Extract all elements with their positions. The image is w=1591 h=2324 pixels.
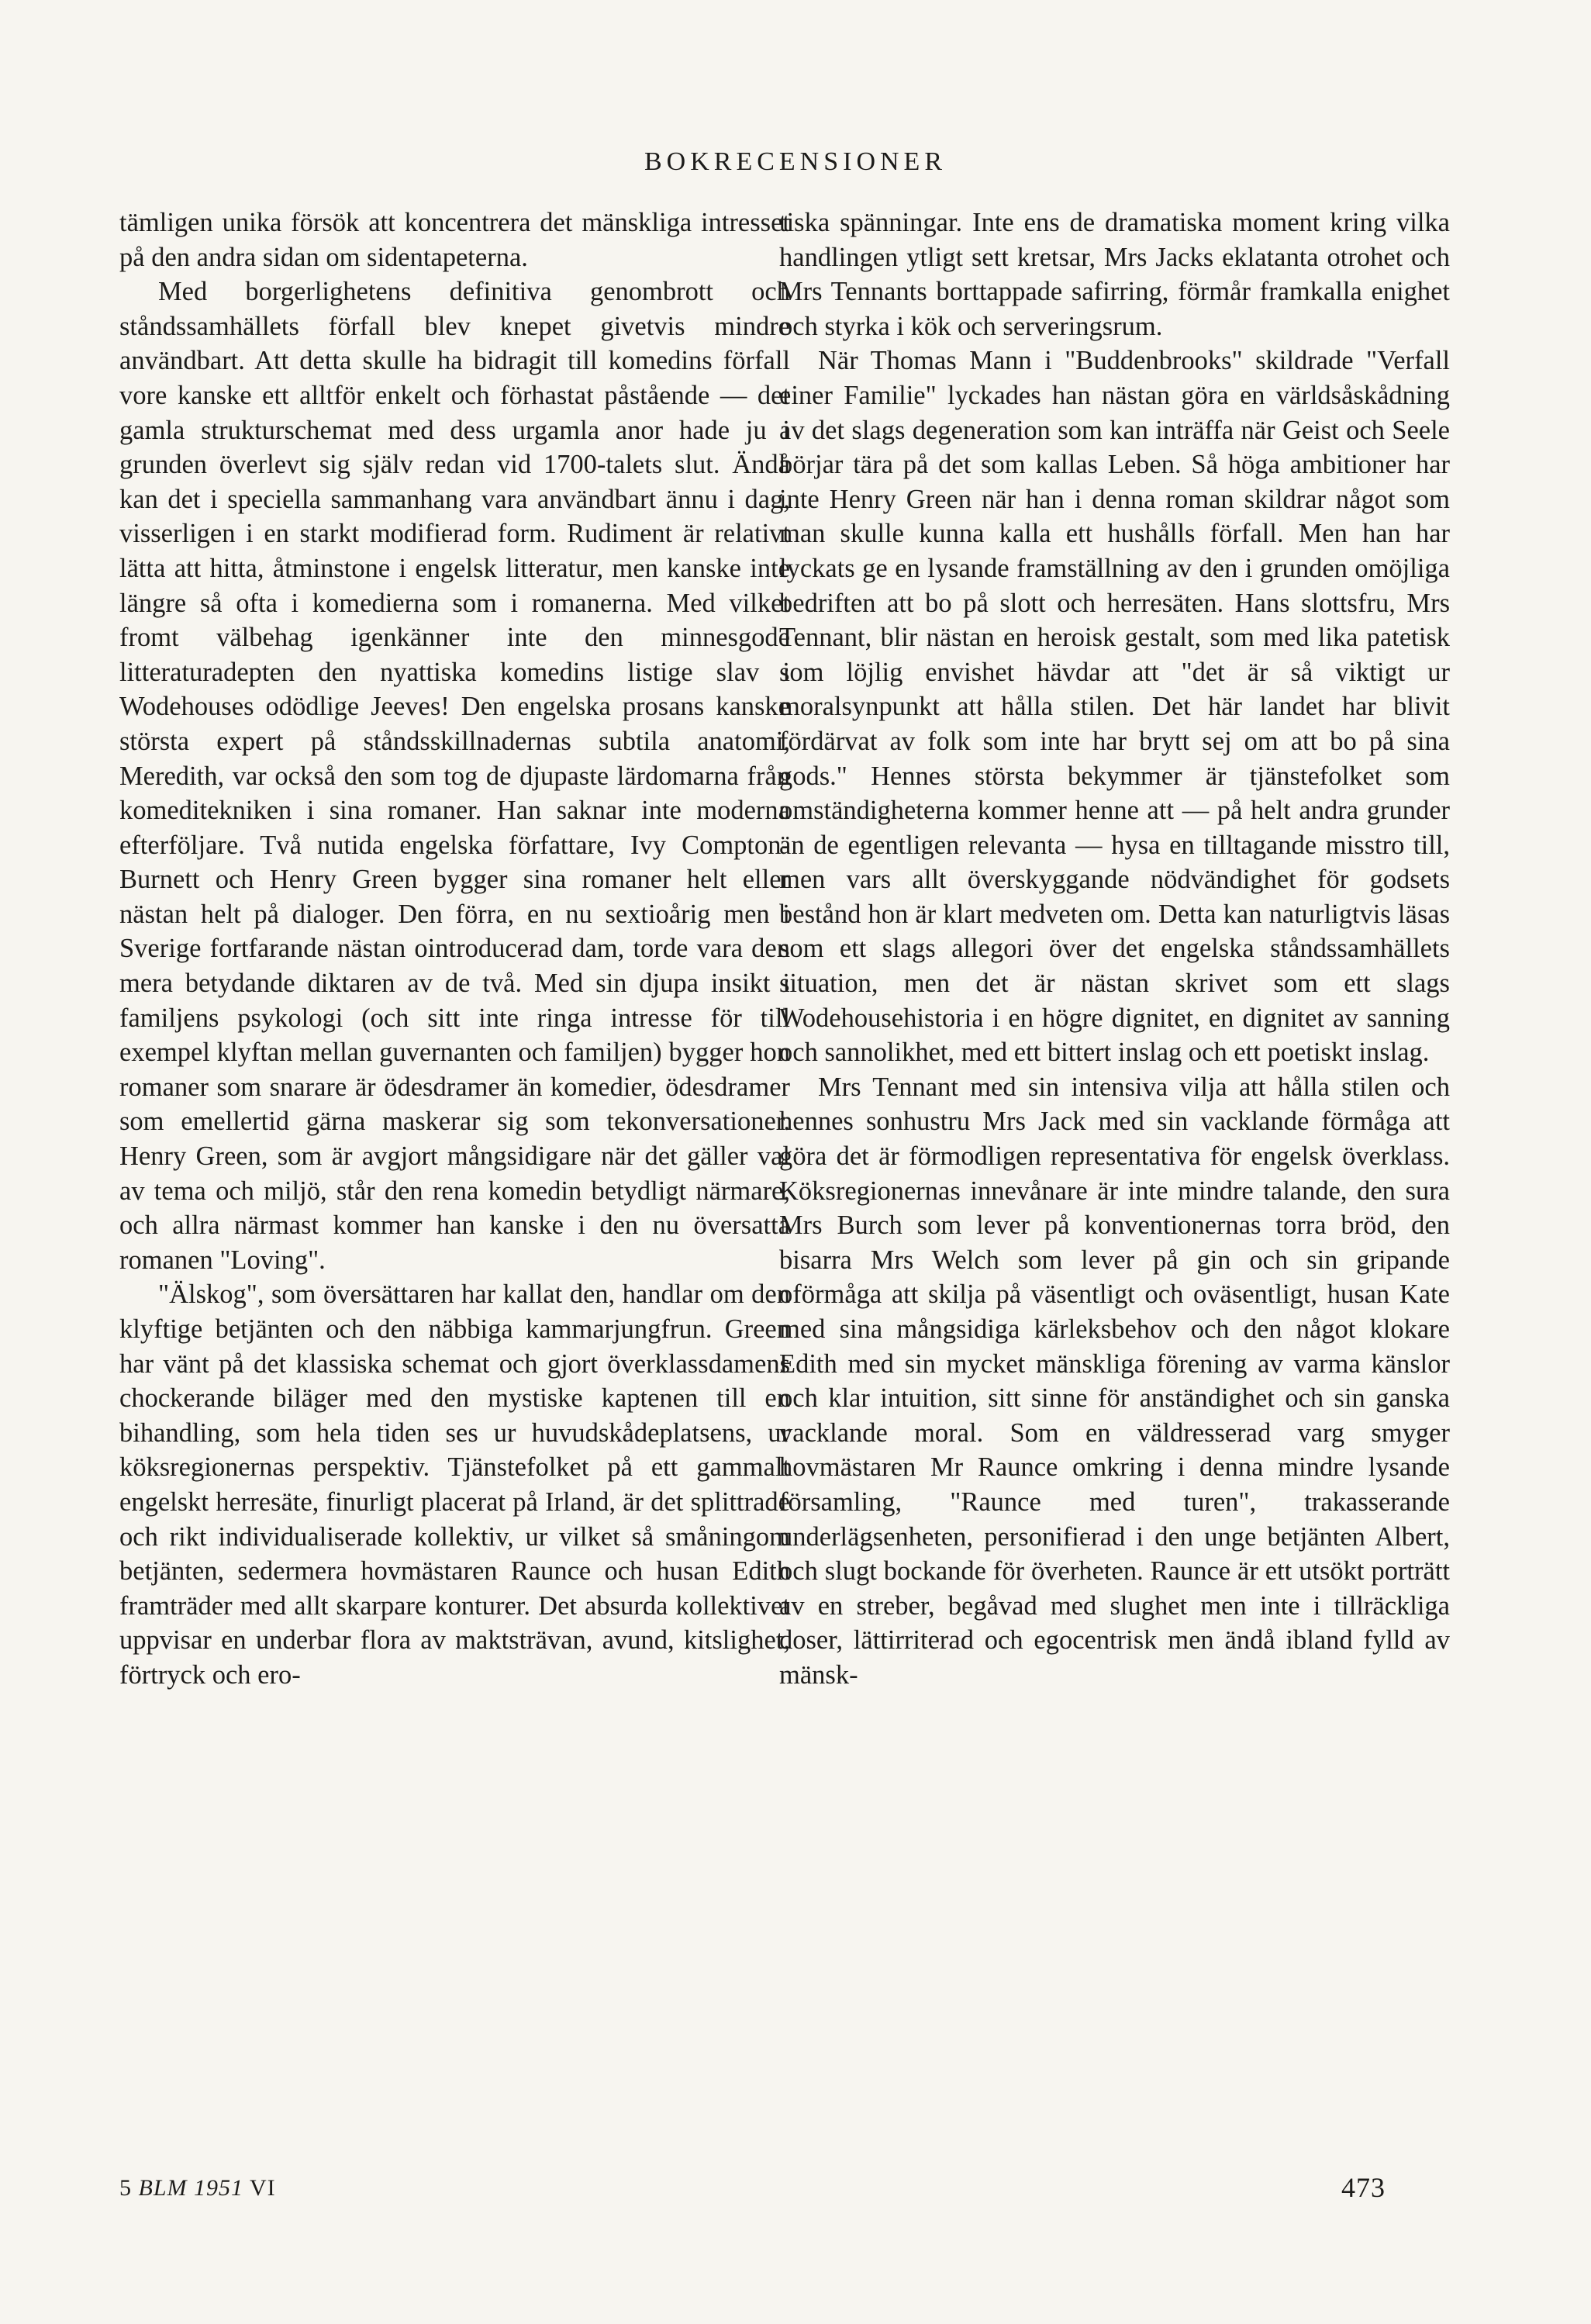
paragraph: När Thomas Mann i "Buddenbrooks" skildrade "Verfall einer Familie" lyckades han nästan göra en världsåskådning av det slags degeneration som kan inträffa när Geist och Seele börjar tära på det som kallas Leben. Så höga ambitioner har inte Henry Green när han i denna roman skildrar något som man skulle kunna kalla ett hushålls förfall. Men han har lyckats ge en lysande framställning av den i grunden omöjliga bedriften att bo på slott och herresäten. Hans slottsfru, Mrs Tennant, blir nästan en heroisk gestalt, som med lika patetisk som löjlig envishet hävdar att "det är så viktigt ur moralsynpunkt att hålla stilen. Det här landet har blivit fördärvat av folk som inte har brytt sej om att bo på sina gods." Hennes största bekymmer är tjänstefolket som omständigheterna kommer henne att — på helt andra grunder än de egentligen relevanta — hysa en tilltagande misstro till, men vars allt överskyggande nödvändighet för godsets bestånd hon är klart medveten om. Detta kan naturligtvis läsas som ett slags allegori över det engelska ståndssamhällets situation, men det är nästan skrivet som ett slags Wodehousehistoria i en högre dignitet, en dignitet av sanning och sannolikhet, med ett bittert inslag och ett poetiskt inslag. [779, 346, 1450, 1068]
right-column [779, 205, 1450, 1693]
left-column [119, 205, 790, 1693]
journal-year: 1951 [194, 2175, 243, 2201]
paragraph: tiska spänningar. Inte ens de dramatiska moment kring vilka handlingen ytligt sett kretsar, Mrs Jacks eklatanta otrohet och Mrs Tennants borttappade safirring, förmår framkalla enighet och styrka i kök och serveringsrum. [779, 208, 1450, 341]
running-header: BOKRECENSIONER [644, 147, 947, 176]
paragraph: tämligen unika försök att koncentrera det mänskliga intresset på den andra sidan om sidentapeterna. [119, 208, 790, 272]
paragraph: "Älskog", som översättaren har kallat den, handlar om den klyftige betjänten och den näbbiga kammarjungfrun. Green har vänt på det klassiska schemat och gjort överklassdamens chockerande biläger med den mystiske kaptenen till en bihandling, som hela tiden ses ur huvudskådeplatsens, ur köksregionernas perspektiv. Tjänstefolket på ett gammalt engelskt herresäte, finurligt placerat på Irland, är det splittrade och rikt individualiserade kollektiv, ur vilket så småningom betjänten, sedermera hovmästaren Raunce och husan Edith framträder med allt skarpare konturer. Det absurda kollektivet uppvisar en underbar flora av maktsträvan, avund, kitslighet, förtryck och ero- [119, 1279, 790, 1690]
paragraph: Mrs Tennant med sin intensiva vilja att hålla stilen och hennes sonhustru Mrs Jack med sin vacklande förmåga att göra det är förmodligen representativa för engelsk överklass. Köksregionernas innevånare är inte mindre talande, den sura Mrs Burch som lever på konventionernas torra bröd, den bisarra Mrs Welch som lever på gin och sin gripande oförmåga att skilja på väsentligt och oväsentligt, husan Kate med sina mångsidiga kärleksbehov och den något klokare Edith med sin mycket mänskliga förening av varma känslor och klar intuition, sitt sinne för anständighet och sin ganska vacklande moral. Som en väldresserad varg smyger hovmästaren Mr Raunce omkring i denna mindre lysande församling, "Raunce med turen", trakasserande underlägsenheten, personifierad i den unge betjänten Albert, och slugt bockande för överheten. Raunce är ett utsökt porträtt av en streber, begåvad med slughet men inte i tillräckliga doser, lättirriterad och egocentrisk men ändå ibland fylld av mänsk- [779, 1072, 1450, 1690]
signature-number: 5 [119, 2175, 132, 2201]
footer-signature [119, 2175, 276, 2201]
journal-name: BLM [138, 2175, 188, 2201]
page-number: 473 [1341, 2172, 1386, 2203]
journal-issue: VI [249, 2175, 276, 2201]
paragraph: Med borgerlighetens definitiva genombrott och ståndssamhällets förfall blev knepet givetvis mindre användbart. Att detta skulle ha bidragit till komedins förfall vore kanske ett alltför enkelt och förhastat påstående — det gamla strukturschemat med dess urgamla anor hade ju i grunden överlevt sig själv redan vid 1700-talets slut. Ändå kan det i speciella sammanhang vara användbart ännu i dag, visserligen i en starkt modifierad form. Rudiment är relativt lätta att hitta, åtminstone i engelsk litteratur, men kanske inte längre så ofta i komedierna som i romanerna. Med vilket fromt välbehag igenkänner inte den minnesgode litteraturadepten den nyattiska komedins listige slav i Wodehouses odödlige Jeeves! Den engelska prosans kanske största expert på ståndsskillnadernas subtila anatomi, Meredith, var också den som tog de djupaste lärdomarna från komeditekniken i sina romaner. Han saknar inte moderna efterföljare. Två nutida engelska författare, Ivy Compton-Burnett och Henry Green bygger sina romaner helt eller nästan helt på dialoger. Den förra, en nu sextioårig men i Sverige fortfarande nästan ointroducerad dam, torde vara den mera betydande diktaren av de två. Med sin djupa insikt i familjens psykologi (och sitt inte ringa intresse för till exempel klyftan mellan guvernanten och familjen) bygger hon romaner som snarare är ödesdramer än komedier, ödesdramer som emellertid gärna maskerar sig som tekonversationer. Henry Green, som är avgjort mångsidigare när det gäller val av tema och miljö, står den rena komedin betydligt närmare, och allra närmast kommer han kanske i den nu översatta romanen "Loving". [119, 277, 790, 1275]
